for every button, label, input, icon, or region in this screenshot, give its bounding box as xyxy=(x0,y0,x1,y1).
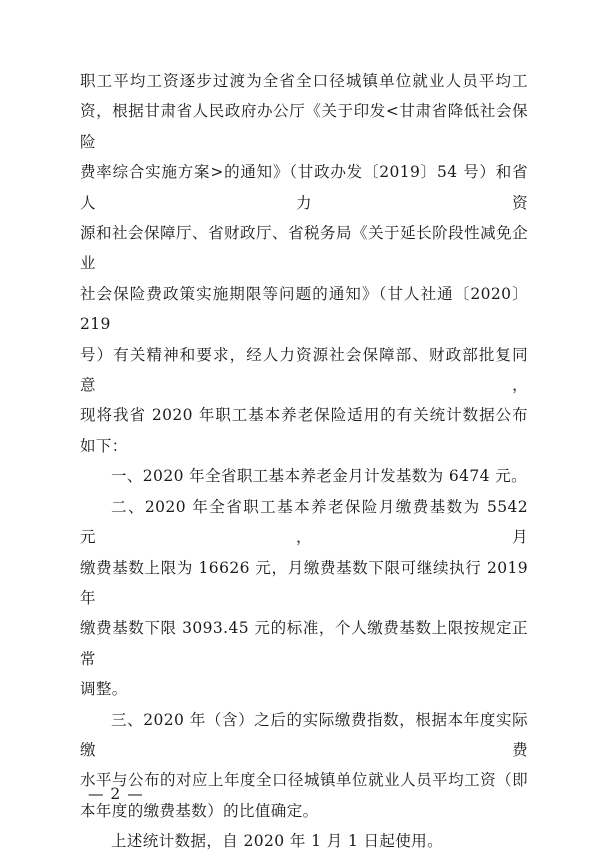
paragraph-effective-date xyxy=(80,826,528,856)
text-line: 现将我省 2020 年职工基本养老保险适用的有关统计数据公布 xyxy=(80,406,528,425)
text-line: 社会保险费政策实施期限等问题的通知》（甘人社通〔2020〕219 xyxy=(80,284,528,334)
text-line: 缴费基数上限为 16626 元，月缴费基数下限可继续执行 2019 年 xyxy=(80,558,528,607)
text-line: 二、2020 年全省职工基本养老保险月缴费基数为 5542 元，月 xyxy=(80,497,528,547)
text-line: 源和社会保障厅、省财政厅、省税务局《关于延长阶段性减免企业 xyxy=(80,224,528,273)
paragraph-item-1 xyxy=(80,461,528,491)
text-line: 水平与公布的对应上年度全口径城镇单位就业人员平均工资（即 xyxy=(80,771,528,790)
text-line: 如下： xyxy=(80,436,128,455)
text-line: 上述统计数据，自 2020 年 1 月 1 日起使用。 xyxy=(111,832,444,851)
text-line: 资，根据甘肃省人民政府办公厅《关于印发<甘肃省降低社会保险 xyxy=(80,102,528,151)
text-line: 三、2020 年（含）之后的实际缴费指数，根据本年度实际缴费 xyxy=(80,710,528,759)
text-line: 职工平均工资逐步过渡为全省全口径城镇单位就业人员平均工 xyxy=(80,72,528,90)
text-line: 调整。 xyxy=(80,680,128,699)
document-body xyxy=(80,66,528,857)
text-line: 一、2020 年全省职工基本养老金月计发基数为 6474 元。 xyxy=(111,467,528,486)
text-line: 号）有关精神和要求，经人力资源社会保障部、财政部批复同意， xyxy=(80,345,528,395)
paragraph-item-2 xyxy=(80,492,528,705)
paragraph-intro xyxy=(80,66,528,461)
text-line: 本年度的缴费基数）的比值确定。 xyxy=(80,801,319,820)
text-line: 缴费基数下限 3093.45 元的标准，个人缴费基数上限按规定正常 xyxy=(80,619,528,668)
paragraph-item-3 xyxy=(80,705,528,827)
page-number: — 2 — xyxy=(88,785,144,803)
text-line: 费率综合实施方案>的通知》（甘政办发〔2019〕54 号）和省人力资 xyxy=(80,163,528,212)
